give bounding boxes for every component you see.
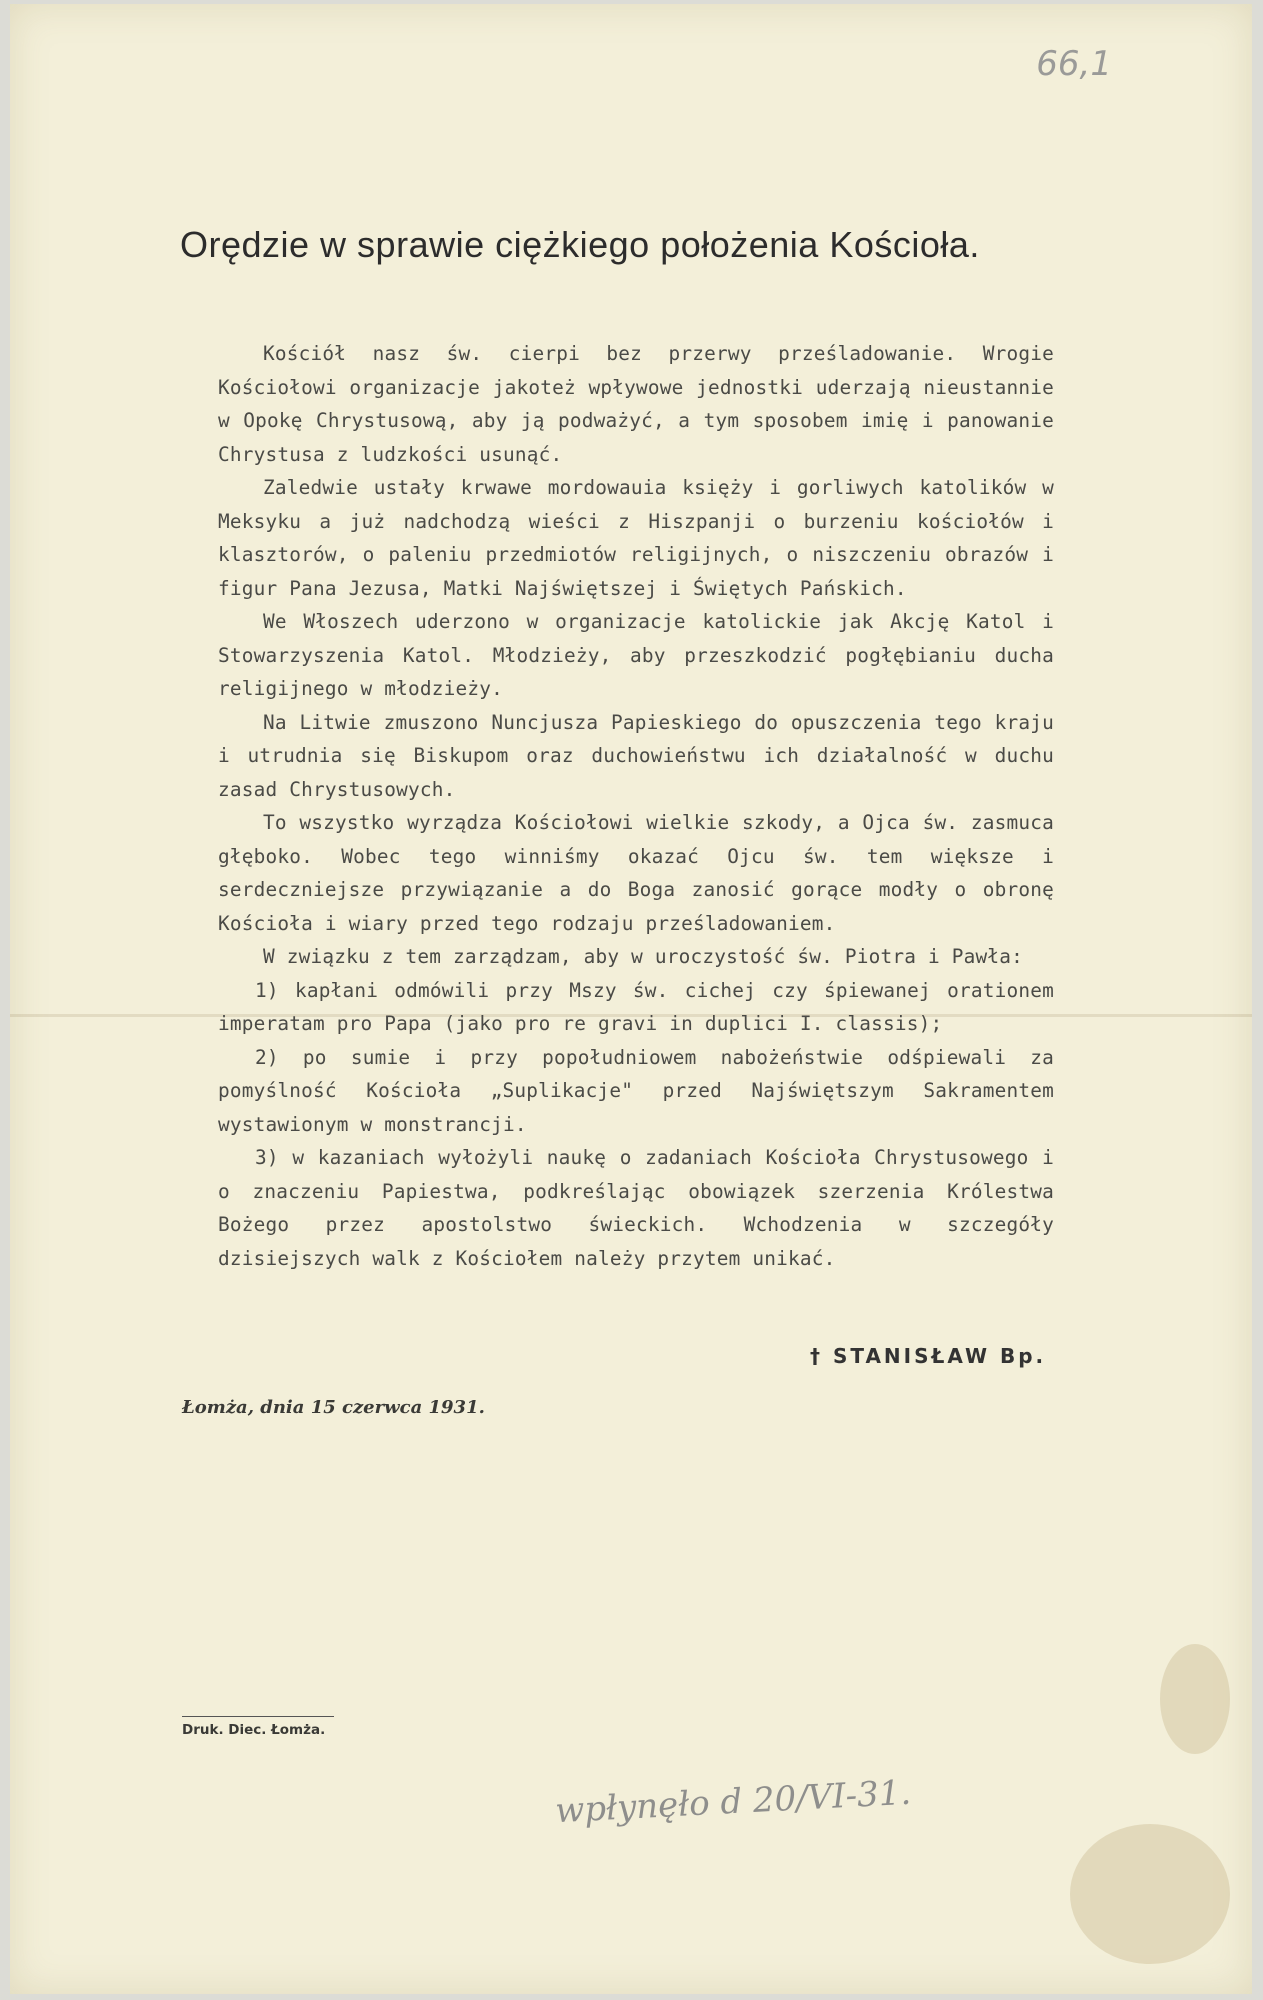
paper-stain bbox=[1160, 1644, 1230, 1754]
document-title: Orędzie w sprawie ciężkiego położenia Kościoła. bbox=[180, 224, 980, 265]
paper-stain bbox=[1070, 1824, 1230, 1964]
numbered-item: 2) po sumie i przy popołudniowem nabożeństwie odśpiewali za pomyślność Kościoła „Suplikacje" przed Najświętszym Sakramentem wystawionym w monstrancji. bbox=[218, 1045, 1054, 1136]
paragraph: We Włoszech uderzono w organizacje katolickie jak Akcję Katol i Stowarzyszenia Katol. Młodzieży, aby przeszkodzić pogłębianiu ducha religijnego w młodzieży. bbox=[218, 610, 1054, 700]
document-body bbox=[218, 337, 1054, 1275]
numbered-item: 1) kapłani odmówili przy Mszy św. cichej czy śpiewanej orationem imperatam pro Papa (jako pro re gravi in duplici I. classis); bbox=[218, 978, 1054, 1035]
signature: † STANISŁAW Bp. bbox=[810, 1344, 1047, 1368]
document-page bbox=[10, 4, 1252, 1994]
paragraph: Na Litwie zmuszono Nuncjusza Papieskiego do opuszczenia tego kraju i utrudnia się Biskupom oraz duchowieństwu ich działalność w duchu zasad Chrystusowych. bbox=[218, 710, 1054, 801]
paragraph: W związku z tem zarządzam, aby w uroczystość św. Piotra i Pawła: bbox=[263, 945, 1023, 968]
place-date: Łomża, dnia 15 czerwca 1931. bbox=[182, 1397, 485, 1418]
printer-imprint: Druk. Diec. Łomża. bbox=[182, 1722, 326, 1738]
numbered-item: 3) w kazaniach wyłożyli naukę o zadaniach Kościoła Chrystusowego i o znaczeniu Papiestwa, podkreślając obowiązek szerzenia Królestwa Bożego przez apostolstwo świeckich. Wchodzenia w szczegóły dzisiejszych walk z Kościołem należy przytem unikać. bbox=[218, 1146, 1054, 1270]
paragraph: To wszystko wyrządza Kościołowi wielkie szkody, a Ojca św. zasmuca głęboko. Wobec tego winniśmy okazać Ojcu św. tem większe i serdeczniejsze przywiązanie a do Boga zanosić gorące modły o obronę Kościoła i wiary przed tego rodzaju prześladowaniem. bbox=[218, 811, 1054, 935]
paragraph: Kościół nasz św. cierpi bez przerwy prześladowanie. Wrogie Kościołowi organizacje jakoteż wpływowe jednostki uderzają nieustannie w Opokę Chrystusową, aby ją podważyć, a tym sposobem imię i panowanie Chrystusa z ludzkości usunąć. bbox=[218, 342, 1054, 466]
paragraph: Zaledwie ustały krwawe mordowauia księży i gorliwych katolików w Meksyku a już nadchodzą wieści z Hiszpanji o burzeniu kościołów i klasztorów, o paleniu przedmiotów religijnych, o niszczeniu obrazów i figur Pana Jezusa, Matki Najświętszej i Świętych Pańskich. bbox=[218, 476, 1054, 600]
archive-number: 66,1 bbox=[1036, 44, 1112, 84]
divider bbox=[182, 1716, 334, 1717]
handwritten-note: wpłynęło d 20/VI-31. bbox=[554, 1772, 913, 1832]
